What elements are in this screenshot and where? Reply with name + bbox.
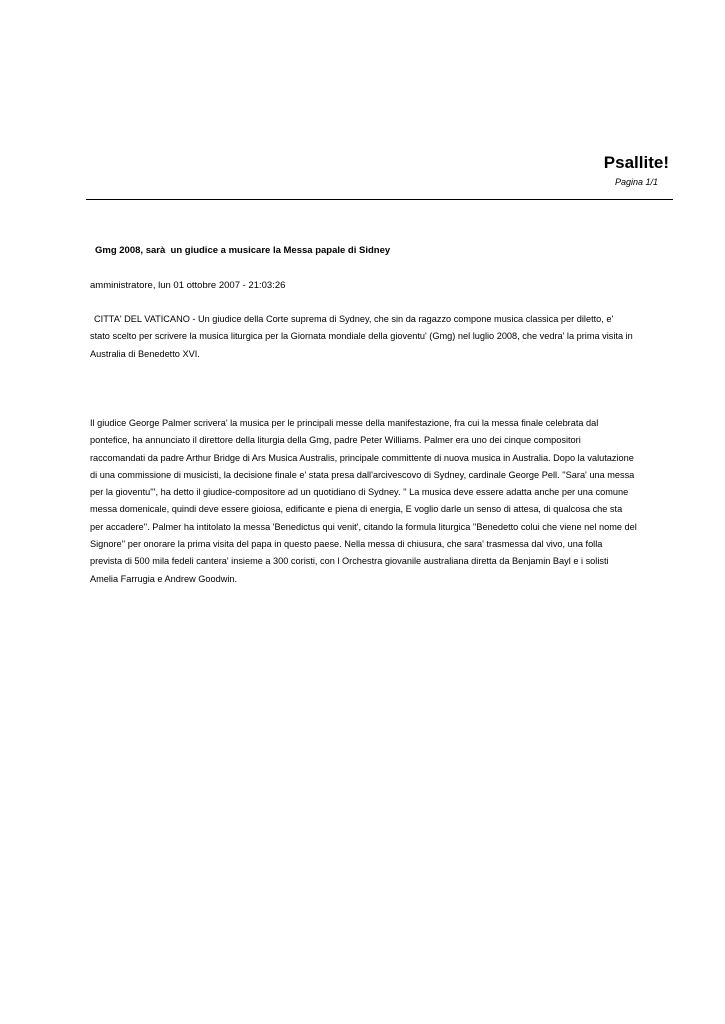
page-number: Pagina 1/1	[614, 177, 658, 187]
site-title: Psallite!	[603, 153, 669, 172]
article-paragraph: Il giudice George Palmer scrivera' la musica per le principali messe della manifestazione, fra cui la messa finale celebrata dal pontefice, ha annunciato il direttore della liturgia della Gmg, padre Peter Williams. Palmer era uno dei cinque compositori raccomandati da padre Arthur Bridge di Ars Musica Australis, principale committente di nuova musica in Australia. Dopo la valutazione di una commissione di musicisti, la decisione finale e' stata presa dall'arcivescovo di Sydney, cardinale George Pell. ''Sara' una messa per la gioventu''', ha detto il giudice-compositore ad un quotidiano di Sydney. '' La musica deve essere adatta anche per una comune messa domenicale, quindi deve essere gioiosa, edificante e piena di energia, E voglio darle un senso di attesa, di qualcosa che sta per accadere''. Palmer ha intitolato la messa 'Benedictus qui venit', citando la formula liturgica ''Benedetto colui che viene nel nome del Signore'' per onorare la prima visita del papa in questo paese. Nella messa di chiusura, che sara' trasmessa dal vivo, una folla prevista di 500 mila fedeli cantera' insieme a 300 coristi, con l Orchestra giovanile australiana diretta da Benjamin Bayl e i solisti Amelia Farrugia e Andrew Goodwin.	[90, 418, 637, 584]
article-paragraph: CITTA' DEL VATICANO - Un giudice della Corte suprema di Sydney, che sin da ragazzo compone musica classica per diletto, e' stato scelto per scrivere la musica liturgica per la Giornata mondiale della gioventu' (Gmg) nel luglio 2008, che vedra' la prima visita in Australia di Benedetto XVI.	[90, 314, 633, 359]
article-meta: amministratore, lun 01 ottobre 2007 - 21:03:26	[90, 280, 286, 291]
article-title: Gmg 2008, sarà un giudice a musicare la Messa papale di Sidney	[95, 245, 391, 256]
page-header	[86, 150, 673, 200]
